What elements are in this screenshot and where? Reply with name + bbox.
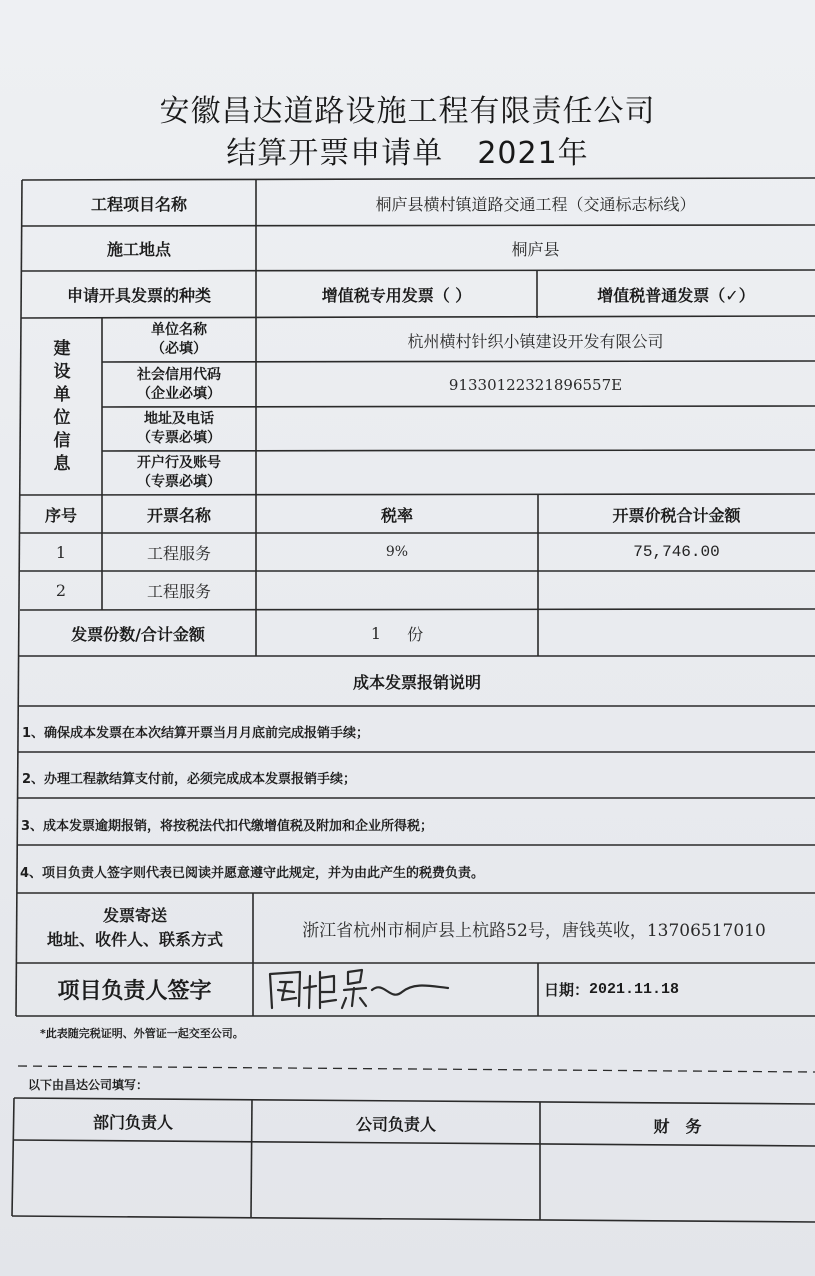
mailing-value: 浙江省杭州市桐庐县上杭路52号，唐钱英收，13706517010 [302,920,766,941]
project-name-value: 桐庐县横村镇道路交通工程（交通标志标线） [375,194,696,214]
builder-side-char: 信 [53,430,71,451]
builder-side-char: 位 [53,407,71,428]
unit-name-label-note: （必填） [151,341,207,357]
cost-note-4: 4、项目负责人签字则代表已阅读并愿意遵守此规定，并为由此产生的税费负责。 [20,866,485,881]
address-phone-label-note: （专票必填） [137,430,221,446]
mailing-label-line1: 发票寄送 [102,906,167,925]
footnote: *此表随完税证明、外管证一起交至公司。 [40,1027,244,1040]
invoice-type-label: 申请开具发票的种类 [66,286,211,305]
form-year: 2021年 [477,136,589,171]
bank-account-label-note: （专票必填） [137,474,221,490]
header-finance: 财 务 [653,1116,702,1136]
form-title-text: 结算开票申请单 [226,136,444,171]
bank-account-label [102,451,256,495]
site-value: 桐庐县 [511,240,560,259]
row2-rate [256,571,538,610]
site-label: 施工地点 [106,240,171,259]
credit-code-value: 91330122321896557E [448,375,623,394]
bank-account-label-main: 开户行及账号 [137,455,221,471]
cost-note-3: 3、成本发票逾期报销，将按税法代扣代缴增值税及附加和企业所得税； [21,819,434,834]
credit-code-label-main: 社会信用代码 [137,366,221,383]
mailing-label [17,893,253,963]
date-label: 日期： [544,981,590,999]
col-header-invoice-name: 开票名称 [146,505,211,525]
row2-amount [538,571,815,610]
special-invoice-option: 增值税专用发票（ ） [321,286,472,305]
col-header-tax-rate: 税率 [380,505,413,525]
totals-label: 发票份数/合计金额 [71,624,205,644]
row1-no: 1 [55,542,67,562]
address-phone-value [256,407,815,451]
credit-code-label [102,362,256,407]
totals-count [256,610,538,656]
col-header-total-amount: 开票价税合计金额 [612,505,741,525]
finance-sign-cell [540,1146,815,1222]
unit-name-label-main: 单位名称 [151,322,207,338]
row1-name: 工程服务 [146,543,211,563]
office-section-caption: 以下由昌达公司填写： [28,1078,149,1092]
header-dept-head: 部门负责人 [92,1112,173,1132]
company-title: 安徽昌达道路设施工程有限责任公司 [159,94,656,129]
cost-notes-title: 成本发票报销说明 [352,672,481,692]
builder-info-side-label [22,318,102,495]
cost-note-2: 2、办理工程款结算支付前，必须完成成本发票报销手续； [22,772,357,787]
company-head-sign-cell [252,1144,540,1220]
normal-invoice-option: 增值税普通发票（✓） [597,286,755,305]
unit-name-label [102,318,256,362]
invoice-count: 1 [370,623,382,643]
handwritten-signature [262,962,452,1016]
project-name-label: 工程项目名称 [90,194,187,214]
header-company-head: 公司负责人 [355,1114,436,1134]
row1-amount: 75,746.00 [633,543,720,561]
totals-amount [538,610,815,656]
address-phone-label [102,407,256,451]
row1-rate: 9% [385,544,409,560]
cost-note-1: 1、确保成本发票在本次结算开票当月月底前完成报销手续； [22,726,370,741]
address-phone-label-main: 地址及电话 [144,411,214,427]
unit-name-value: 杭州横村针织小镇建设开发有限公司 [407,331,664,351]
row2-no: 2 [55,581,67,600]
builder-side-char: 息 [53,453,71,474]
dept-head-sign-cell [14,1142,252,1218]
bank-account-value [256,451,815,495]
builder-side-char: 设 [53,361,71,382]
mailing-label-line2: 地址、收件人、联系方式 [46,930,223,949]
signature-label: 项目负责人签字 [57,979,212,1004]
credit-code-label-note: （企业必填） [137,385,221,402]
date-value: 2021.11.18 [589,981,680,998]
builder-side-char: 单 [53,384,71,405]
invoice-count-unit: 份 [407,624,424,644]
signature-date [538,963,815,1016]
col-header-no: 序号 [44,505,77,525]
row2-name: 工程服务 [146,582,211,601]
builder-side-char: 建 [53,338,71,359]
